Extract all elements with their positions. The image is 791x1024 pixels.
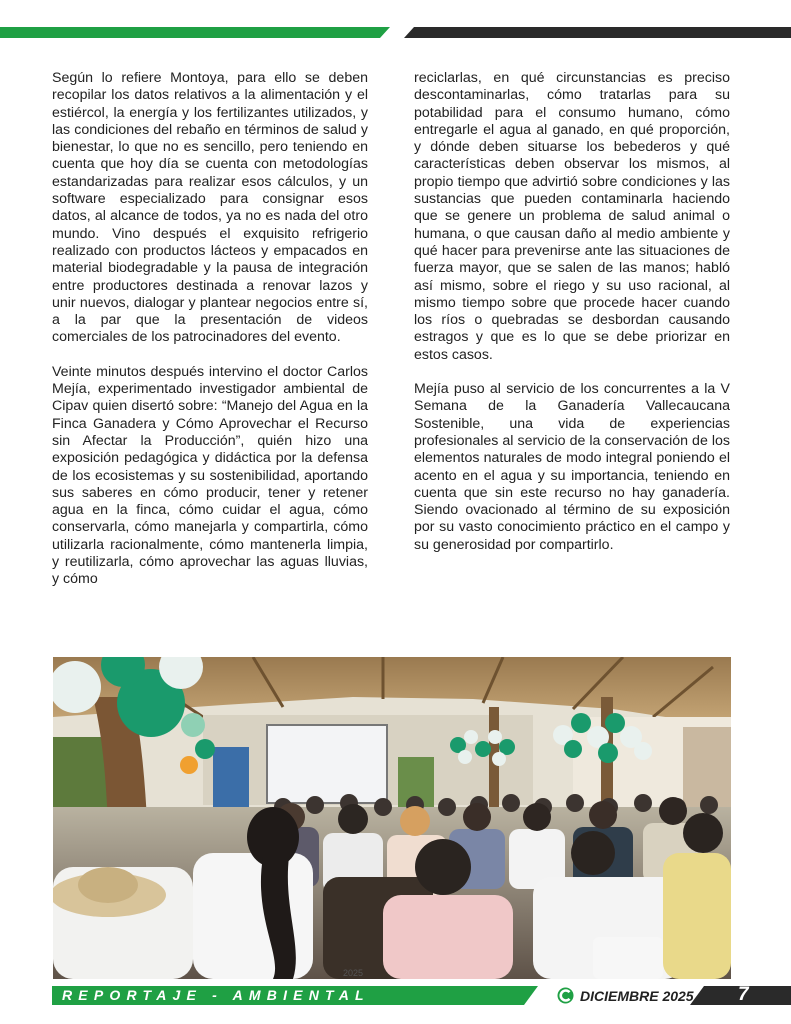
chair-tag: 2025 <box>343 968 364 978</box>
plastic-chair <box>593 937 663 979</box>
article-column-right <box>414 70 730 571</box>
section-label: REPORTAJE - AMBIENTAL <box>62 987 370 1003</box>
event-photo-illustration <box>53 657 731 979</box>
issue-date: DICIEMBRE 2025 <box>580 988 694 1004</box>
article-paragraph: reciclarlas, en qué circunstancias es preciso descontaminarlas, cómo tratarlas para su potabilidad para el consumo humano, cómo entregarle el agua al ganado, en qué proporción, y dónde deben situarse los bebederos y qué características deben observar los mismos, al propio tiempo que advirtió sobre condiciones y las sustancias que pueden contaminarla haciendo que se genere un problema de salud animal o humana, o que causan daño al medio ambiente y qué hacer para prevenirse ante las situaciones de fuerza mayor, que se salen de las manos; habló así mismo, sobre el riego y su uso racional, al mismo tiempo sobre que procede hacer cuando los ríos o quebradas se desbordan causando estragos y que es lo que se debe priorizar en estos casos. <box>414 70 730 363</box>
magazine-c-logo-icon <box>557 987 574 1004</box>
projection-screen <box>267 725 387 803</box>
event-audience-photo <box>53 657 731 979</box>
sponsor-banner <box>213 747 249 807</box>
article-column-left <box>52 70 368 606</box>
article-paragraph: Veinte minutos después intervino el doctor Carlos Mejía, experimentado investigador ambiental de Cipav quien disertó sobre: “Manejo del Agua en la Finca Ganadera y Cómo Aprovechar el Recurso sin Afectar la Producción”, quién hizo una exposición pedagógica y didáctica por la defensa de los ecosistemas y su sostenibilidad, aportando sus saberes en cómo producir, tener y retener agua en la finca, cómo cuidar el agua, cómo conservarla, cómo manejarla y compartirla, cómo utilizarla racionalmente, cómo mantenerla limpia, y reutilizarla, cómo aprovechar las aguas lluvias, y cómo <box>52 363 368 588</box>
page-number: 7 <box>738 984 749 1005</box>
header-dark-bar <box>404 27 791 38</box>
header-green-bar <box>0 27 390 38</box>
article-paragraph: Mejía puso al servicio de los concurrentes a la V Semana de la Ganadería Vallecaucana Sostenible, una vida de experiencias profesionales al servicio de la conservación de los elementos naturales de modo integral poniendo el acento en el agua y su importancia, teniendo en cuenta que sin este recurso no hay ganadería. Siendo ovacionado al término de su exposición por su vasto conocimiento práctico en el campo y su generosidad por compartirlo. <box>414 381 730 553</box>
article-paragraph: Según lo refiere Montoya, para ello se deben recopilar los datos relativos a la alimentación y el estiércol, la energía y los fertilizantes utilizados, y las condiciones del rebaño en términos de salud y bienestar, lo que no es sencillo, pero teniendo en cuenta que hoy día se cuenta con metodologías estandarizadas para realizar esos cálculos, y un software especializado para consignar esos datos, al alcance de todos, ya no es nada del otro mundo. Vino después el exquisito refrigerio realizado con productos lácteos y empacados en material biodegradable y la pausa de integración entre productores destinada a renovar lazos y unir nuevos, dialogar y plantear negocios entre sí, a la par que la presentación de videos comerciales de los patrocinadores del evento. <box>52 70 368 346</box>
